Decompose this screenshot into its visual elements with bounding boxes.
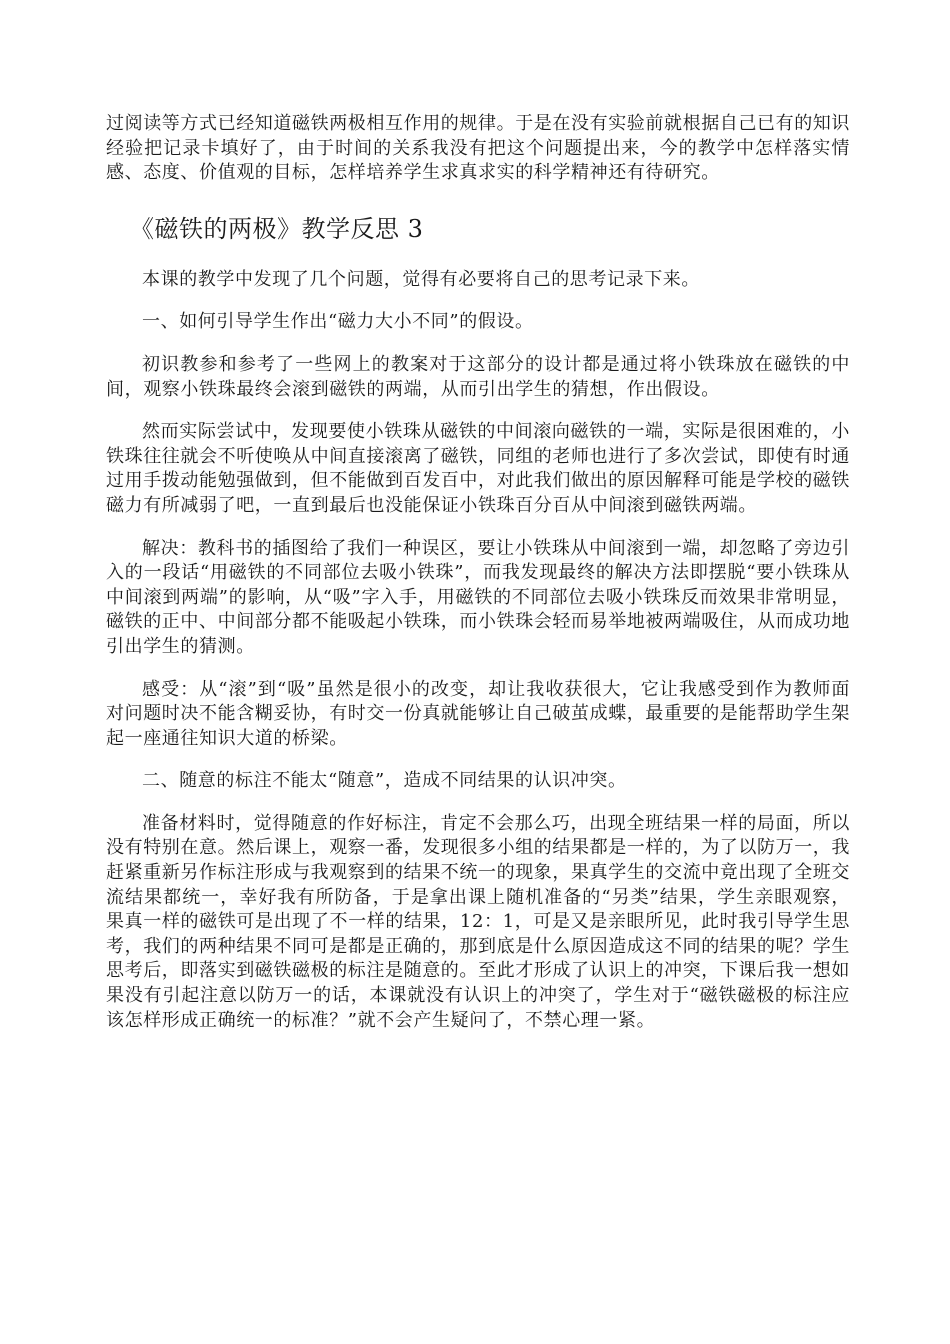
document-page — [106, 112, 850, 1033]
paragraph-intro: 本课的教学中发现了几个问题，觉得有必要将自己的思考记录下来。 — [142, 268, 700, 290]
paragraph-solution: 解决：教科书的插图给了我们一种误区，要让小铁珠从中间滚到一端，却忽略了旁边引入的一段话“用磁铁的不同部位去吸小铁珠”，而我发现最终的解决方法即摆脱“要小铁珠从中间滚到两端”的影响，从“吸”字入手，用磁铁的不同部位去吸小铁珠反而效果非常明显，磁铁的正中、中间部分都不能吸起小铁珠，而小铁珠会轻而易举地被两端吸住，从而成功地引出学生的猜测。 — [106, 537, 850, 657]
lead-paragraph: 过阅读等方式已经知道磁铁两极相互作用的规律。于是在没有实验前就根据自己已有的知识经验把记录卡填好了，由于时间的关系我没有把这个问题提出来，今的教学中怎样落实情感、态度、价值观的目标，怎样培养学生求真求实的科学精神还有待研究。 — [106, 113, 850, 184]
paragraph-point-two: 二、随意的标注不能太“随意”，造成不同结果的认识冲突。 — [142, 770, 627, 792]
paragraph-first-attempt: 初识教参和参考了一些网上的教案对于这部分的设计都是通过将小铁珠放在磁铁的中间，观察小铁珠最终会滚到磁铁的两端，从而引出学生的猜想，作出假设。 — [106, 353, 850, 400]
paragraph-feeling: 感受：从“滚”到“吸”虽然是很小的改变，却让我收获很大，它让我感受到作为教师面对问题时决不能含糊妥协，有时交一份真就能够让自己破茧成蝶，最重要的是能帮助学生架起一座通往知识大道的桥梁。 — [106, 678, 850, 749]
paragraph-materials: 准备材料时，觉得随意的作好标注，肯定不会那么巧，出现全班结果一样的局面，所以没有特别在意。然后课上，观察一番，发现很多小组的结果都是一样的，为了以防万一，我赶紧重新另作标注形成与我观察到的结果不统一的现象，果真学生的交流中竟出现了全班交流结果都统一，幸好我有所防备，于是拿出课上随机准备的“另类”结果，学生亲眼观察，果真一样的磁铁可是出现了不一样的结果，12：1，可是又是亲眼所见，此时我引导学生思考，我们的两种结果不同可是都是正确的，那到底是什么原因造成这不同的结果的呢？学生思考后，即落实到磁铁磁极的标注是随意的。至此才形成了认识上的冲突，下课后我一想如果没有引起注意以防万一的话，本课就没有认识上的冲突了，学生对于“磁铁磁极的标注应该怎样形成正确统一的标准？”就不会产生疑问了，不禁心理一紧。 — [106, 812, 850, 1031]
section-title: 《磁铁的两极》教学反思 3 — [130, 214, 424, 243]
paragraph-point-one: 一、如何引导学生作出“磁力大小不同”的假设。 — [142, 311, 534, 333]
paragraph-practice: 然而实际尝试中，发现要使小铁珠从磁铁的中间滚向磁铁的一端，实际是很困难的，小铁珠往往就会不听使唤从中间直接滚离了磁铁，同组的老师也进行了多次尝试，即使有时通过用手拨动能勉强做到，但不能做到百发百中，对此我们做出的原因解释可能是学校的磁铁磁力有所减弱了吧，一直到最后也没能保证小铁珠百分百从中间滚到磁铁两端。 — [106, 421, 850, 516]
